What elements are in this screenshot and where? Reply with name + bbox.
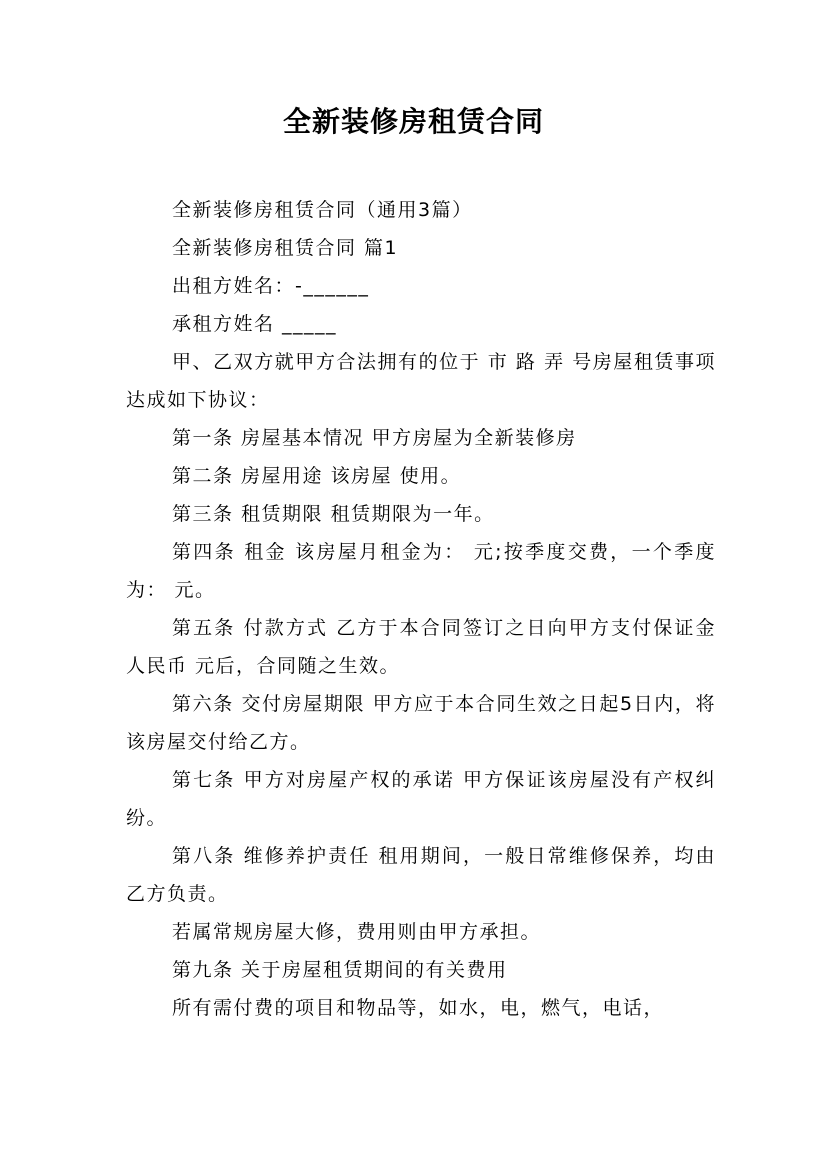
paragraph-article-9-cont: 所有需付费的项目和物品等，如水，电，燃气，电话， — [172, 997, 665, 1019]
paragraph-lessee-name: 承租方姓名 _____ — [172, 313, 338, 335]
paragraph-subtitle: 全新装修房租赁合同（通用3篇） — [172, 199, 473, 221]
paragraph-article-9: 第九条 关于房屋租赁期间的有关费用 — [172, 959, 508, 981]
paragraph-article-4: 第四条 租金 该房屋月租金为： 元;按季度交费，一个季度为： 元。 — [126, 541, 716, 601]
paragraph-article-6: 第六条 交付房屋期限 甲方应于本合同生效之日起5日内，将该房屋交付给乙方。 — [126, 693, 716, 753]
paragraph-preamble: 甲、乙双方就甲方合法拥有的位于 市 路 弄 号房屋租赁事项达成如下协议： — [126, 351, 716, 411]
paragraph-lessor-name: 出租方姓名：-______ — [172, 275, 370, 297]
paragraph-article-3: 第三条 租赁期限 租赁期限为一年。 — [172, 503, 495, 525]
document-title: 全新装修房租赁合同 — [282, 105, 544, 138]
paragraph-article-8: 第八条 维修养护责任 租用期间，一般日常维修保养，均由乙方负责。 — [126, 845, 716, 905]
paragraph-article-8-cont: 若属常规房屋大修，费用则由甲方承担。 — [172, 921, 542, 943]
paragraph-article-5: 第五条 付款方式 乙方于本合同签订之日向甲方支付保证金人民币 元后，合同随之生效。 — [126, 617, 716, 677]
paragraph-section-heading: 全新装修房租赁合同 篇1 — [172, 237, 399, 259]
paragraph-article-1: 第一条 房屋基本情况 甲方房屋为全新装修房 — [172, 427, 577, 449]
document-body — [126, 191, 716, 1027]
paragraph-article-7: 第七条 甲方对房屋产权的承诺 甲方保证该房屋没有产权纠纷。 — [126, 769, 716, 829]
paragraph-article-2: 第二条 房屋用途 该房屋 使用。 — [172, 465, 462, 487]
